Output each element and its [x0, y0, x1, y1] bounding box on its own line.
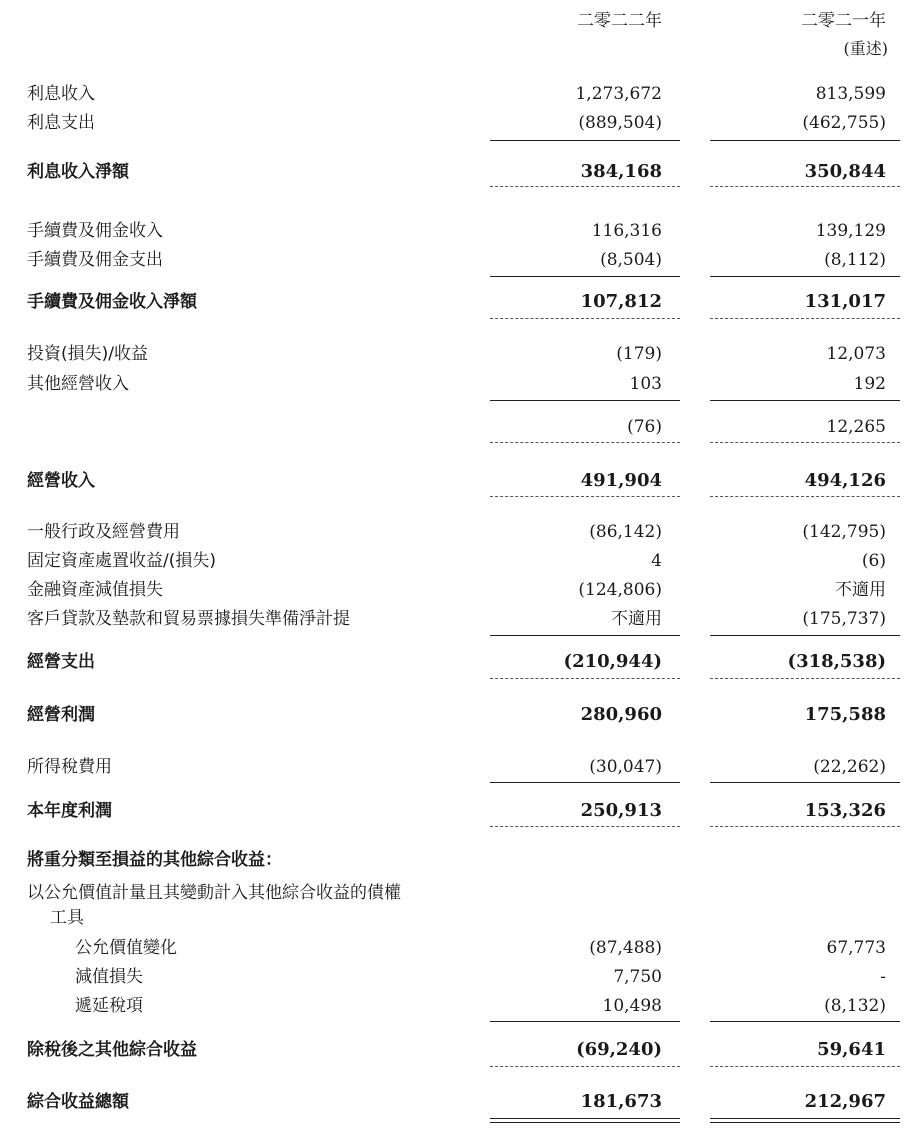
value-2021: 不適用 — [835, 580, 886, 600]
rule — [490, 140, 680, 141]
value-2022: 181,673 — [580, 1091, 662, 1112]
dashed-rule — [490, 678, 680, 679]
dashed-rule — [710, 1066, 900, 1067]
dashed-rule — [710, 678, 900, 679]
column-header-2021: 二零二一年 — [801, 11, 886, 31]
row-label: 投資(損失)/收益 — [27, 344, 148, 364]
double-rule — [710, 1118, 900, 1123]
table-row — [0, 904, 924, 932]
row-label: 一般行政及經營費用 — [27, 522, 180, 542]
value-2022: 1,273,672 — [575, 84, 662, 104]
table-row — [0, 753, 924, 781]
value-2021: (6) — [861, 551, 886, 571]
row-label: 綜合收益總額 — [27, 1092, 129, 1112]
table-row — [0, 963, 924, 991]
value-2022: 103 — [629, 374, 662, 394]
row-label: 減值損失 — [75, 967, 143, 987]
row-label: 所得稅費用 — [27, 757, 112, 777]
row-label: 客戶貸款及墊款和貿易票據損失準備淨計提 — [27, 609, 350, 629]
dashed-rule — [490, 496, 680, 497]
rule — [490, 1021, 680, 1022]
value-2022: (76) — [627, 417, 662, 437]
value-2022: 7,750 — [613, 967, 662, 987]
value-2022: (87,488) — [589, 938, 662, 958]
value-2022: 10,498 — [602, 996, 662, 1016]
table-row — [0, 413, 924, 441]
row-label: 經營收入 — [27, 471, 95, 491]
row-label: 將重分類至損益的其他綜合收益： — [27, 850, 282, 870]
rule — [710, 140, 900, 141]
rule — [710, 1021, 900, 1022]
value-2022: 4 — [651, 551, 662, 571]
row-label: 利息收入淨額 — [27, 162, 129, 182]
row-label: 本年度利潤 — [27, 801, 112, 821]
rule — [710, 400, 900, 401]
value-2021: 131,017 — [804, 291, 886, 312]
value-2022: 不適用 — [611, 609, 662, 629]
value-2021: (8,112) — [824, 250, 886, 270]
table-row — [0, 797, 924, 825]
value-2021: 813,599 — [815, 84, 886, 104]
value-2021: (8,132) — [824, 996, 886, 1016]
dashed-rule — [710, 186, 900, 187]
table-row — [0, 246, 924, 274]
value-2021: 12,265 — [826, 417, 886, 437]
table-row — [0, 109, 924, 137]
value-2021: (318,538) — [787, 651, 886, 672]
value-2022: (889,504) — [578, 113, 662, 133]
dashed-rule — [710, 496, 900, 497]
row-label: 手續費及佣金收入 — [27, 221, 163, 241]
value-2021: 139,129 — [815, 221, 886, 241]
value-2021: (175,737) — [802, 609, 886, 629]
table-row — [0, 648, 924, 676]
row-label: 手續費及佣金支出 — [27, 250, 163, 270]
value-2022: (210,944) — [563, 651, 662, 672]
dashed-rule — [490, 1066, 680, 1067]
column-header-2022: 二零二二年 — [577, 11, 662, 31]
table-row — [0, 467, 924, 495]
table-row — [0, 340, 924, 368]
table-row — [0, 879, 924, 907]
value-2021: 192 — [853, 374, 886, 394]
row-label: 手續費及佣金收入淨額 — [27, 292, 197, 312]
value-2021: 12,073 — [826, 344, 886, 364]
table-row — [0, 158, 924, 186]
table-row — [0, 934, 924, 962]
double-rule — [490, 1118, 680, 1123]
value-2022: (8,504) — [600, 250, 662, 270]
row-label: 利息收入 — [27, 84, 95, 104]
value-2022: (124,806) — [578, 580, 662, 600]
rule — [490, 400, 680, 401]
table-row — [0, 217, 924, 245]
value-2021: 494,126 — [804, 470, 886, 491]
row-label: 金融資產減值損失 — [27, 580, 163, 600]
value-2022: (86,142) — [589, 522, 662, 542]
value-2021: (142,795) — [802, 522, 886, 542]
table-row — [0, 547, 924, 575]
row-label: 除稅後之其他綜合收益 — [27, 1040, 197, 1060]
rule — [710, 782, 900, 783]
value-2021: (462,755) — [802, 113, 886, 133]
row-label: 遞延稅項 — [75, 996, 143, 1016]
table-row — [0, 992, 924, 1020]
value-2021: 67,773 — [826, 938, 886, 958]
table-row — [0, 518, 924, 546]
rule — [490, 782, 680, 783]
value-2022: 116,316 — [591, 221, 662, 241]
value-2021: 59,641 — [817, 1039, 886, 1060]
value-2021: (22,262) — [813, 757, 886, 777]
value-2021: 153,326 — [804, 800, 886, 821]
dashed-rule — [490, 186, 680, 187]
table-row — [0, 846, 924, 874]
row-label: 工具 — [50, 908, 84, 928]
value-2022: 384,168 — [580, 161, 662, 182]
value-2022: (30,047) — [589, 757, 662, 777]
table-row — [0, 288, 924, 316]
value-2022: (69,240) — [576, 1039, 662, 1060]
rule — [490, 635, 680, 636]
table-row — [0, 605, 924, 633]
dashed-rule — [710, 442, 900, 443]
value-2022: 280,960 — [580, 704, 662, 725]
row-label: 利息支出 — [27, 113, 95, 133]
row-label: 固定資產處置收益/(損失) — [27, 551, 216, 571]
row-label: 以公允價值計量且其變動計入其他綜合收益的債權 — [27, 883, 401, 903]
row-label: 經營支出 — [27, 652, 95, 672]
value-2021: 212,967 — [804, 1091, 886, 1112]
table-row — [0, 576, 924, 604]
dashed-rule — [710, 318, 900, 319]
dashed-rule — [490, 442, 680, 443]
table-row — [0, 701, 924, 729]
dashed-rule — [710, 826, 900, 827]
rule — [710, 276, 900, 277]
table-row — [0, 370, 924, 398]
rule — [490, 276, 680, 277]
value-2022: 491,904 — [580, 470, 662, 491]
row-label: 其他經營收入 — [27, 374, 129, 394]
value-2022: 250,913 — [580, 800, 662, 821]
table-row — [0, 80, 924, 108]
value-2021: 350,844 — [804, 161, 886, 182]
rule — [710, 635, 900, 636]
restated-note: (重述) — [843, 39, 888, 58]
value-2022: (179) — [616, 344, 662, 364]
dashed-rule — [490, 318, 680, 319]
row-label: 公允價值變化 — [75, 938, 177, 958]
value-2021: 175,588 — [804, 704, 886, 725]
table-row — [0, 1036, 924, 1064]
dashed-rule — [490, 826, 680, 827]
table-row — [0, 1088, 924, 1116]
value-2022: 107,812 — [580, 291, 662, 312]
row-label: 經營利潤 — [27, 705, 95, 725]
value-2021: - — [880, 967, 886, 987]
